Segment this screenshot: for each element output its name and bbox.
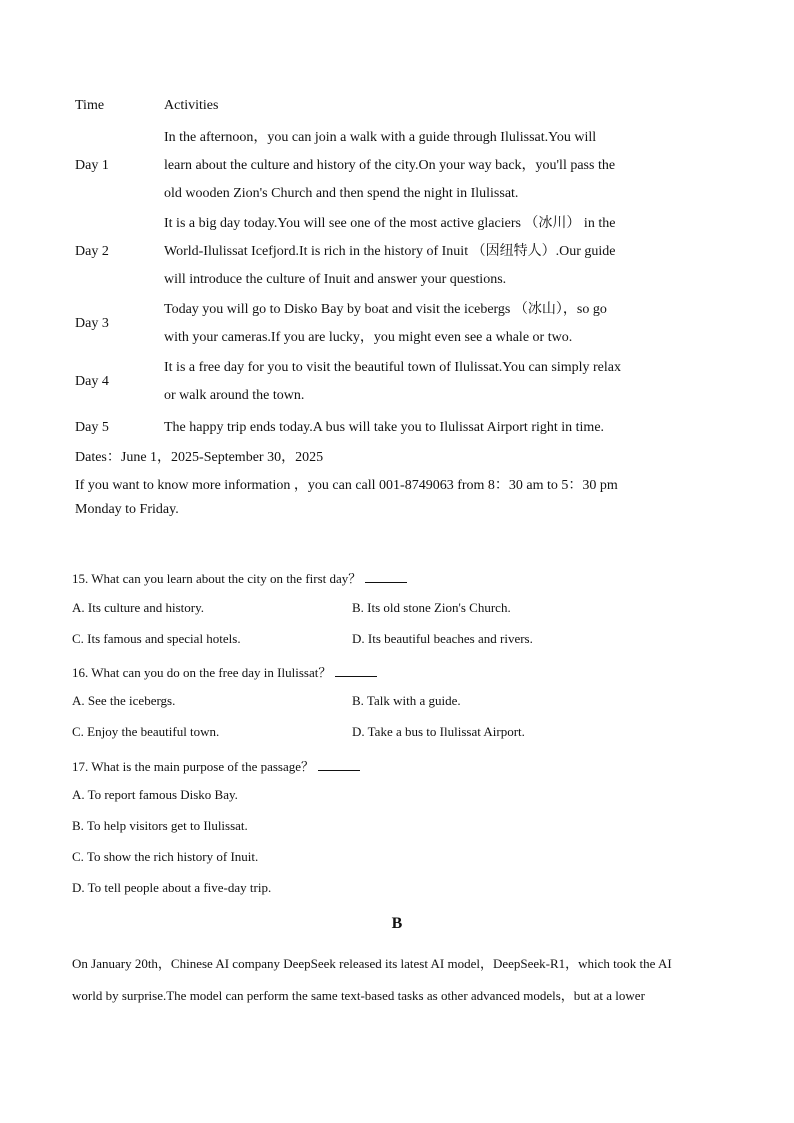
activity-line: In the afternoon，you can join a walk with a guide through Ilulissat.You will	[164, 130, 597, 145]
activity-line: World-Ilulissat Icefjord.It is rich in the history of Inuit （因纽特人）.Our guide	[164, 244, 616, 259]
schedule-row-day1	[75, 124, 715, 208]
day-activities	[164, 354, 621, 410]
question-stem: 17. What is the main purpose of the passage？	[72, 759, 315, 774]
question-stem: 15. What can you learn about the city on the first day？	[72, 571, 362, 586]
answer-blank[interactable]	[318, 758, 360, 771]
day-label: Day 4	[75, 374, 109, 389]
answer-blank[interactable]	[365, 570, 407, 583]
day-activities	[164, 296, 607, 352]
activity-line: with your cameras.If you are lucky，you might even see a whale or two.	[164, 330, 573, 345]
option-a[interactable]: A. Its culture and history.	[72, 600, 205, 615]
question-stem: 16. What can you do on the free day in Ilulissat？	[72, 665, 332, 680]
option-b[interactable]: B. To help visitors get to Ilulissat.	[72, 818, 248, 833]
option-b[interactable]: B. Its old stone Zion's Church.	[352, 600, 511, 615]
activity-line: old wooden Zion's Church and then spend the night in Ilulissat.	[164, 186, 519, 201]
dates-line: Dates：June 1，2025-September 30，2025	[75, 450, 324, 465]
option-d[interactable]: D. Its beautiful beaches and rivers.	[352, 631, 533, 646]
option-b[interactable]: B. Talk with a guide.	[352, 693, 461, 708]
option-c[interactable]: C. Its famous and special hotels.	[72, 631, 241, 646]
schedule-row-day3	[75, 296, 715, 352]
info-line-cont: Monday to Friday.	[75, 502, 179, 517]
header-time: Time	[75, 98, 105, 113]
activity-line: Today you will go to Disko Bay by boat and visit the icebergs （冰山），so go	[164, 302, 607, 317]
day-label: Day 1	[75, 158, 109, 173]
day-label: Day 3	[75, 316, 109, 331]
day-activities	[164, 414, 604, 442]
option-a[interactable]: A. To report famous Disko Bay.	[72, 787, 238, 802]
day-label: Day 2	[75, 244, 109, 259]
passage-b-line: world by surprise.The model can perform the same text-based tasks as other advanced models，but at a lower	[72, 988, 645, 1003]
schedule-row-day5	[75, 414, 715, 442]
activity-line: will introduce the culture of Inuit and answer your questions.	[164, 272, 507, 287]
answer-blank[interactable]	[335, 664, 377, 677]
schedule-table	[75, 96, 715, 442]
activity-line: learn about the culture and history of the city.On your way back，you'll pass the	[164, 158, 616, 173]
question-15	[72, 568, 407, 587]
option-c[interactable]: C. To show the rich history of Inuit.	[72, 849, 259, 864]
header-activities: Activities	[164, 98, 219, 113]
day-activities	[164, 124, 615, 208]
option-d[interactable]: D. To tell people about a five-day trip.	[72, 880, 272, 895]
section-b-heading: B	[391, 915, 403, 932]
schedule-row-day2	[75, 210, 715, 294]
activity-line: or walk around the town.	[164, 388, 305, 403]
activity-line: The happy trip ends today.A bus will take you to Ilulissat Airport right in time.	[164, 420, 605, 435]
schedule-header	[75, 96, 715, 118]
day-label: Day 5	[75, 420, 109, 435]
activity-line: It is a big day today.You will see one of the most active glaciers （冰川） in the	[164, 216, 616, 231]
option-d[interactable]: D. Take a bus to Ilulissat Airport.	[352, 724, 525, 739]
schedule-row-day4	[75, 354, 715, 410]
day-activities	[164, 210, 615, 294]
question-17	[72, 756, 360, 775]
question-16	[72, 662, 377, 681]
info-line: If you want to know more information ，you can call 001-8749063 from 8：30 am to 5：30 pm	[75, 478, 618, 493]
passage-b-line: On January 20th，Chinese AI company DeepSeek released its latest AI model，DeepSeek-R1，which took the AI	[72, 956, 672, 971]
option-c[interactable]: C. Enjoy the beautiful town.	[72, 724, 220, 739]
activity-line: It is a free day for you to visit the beautiful town of Ilulissat.You can simply relax	[164, 360, 621, 375]
option-a[interactable]: A. See the icebergs.	[72, 693, 176, 708]
